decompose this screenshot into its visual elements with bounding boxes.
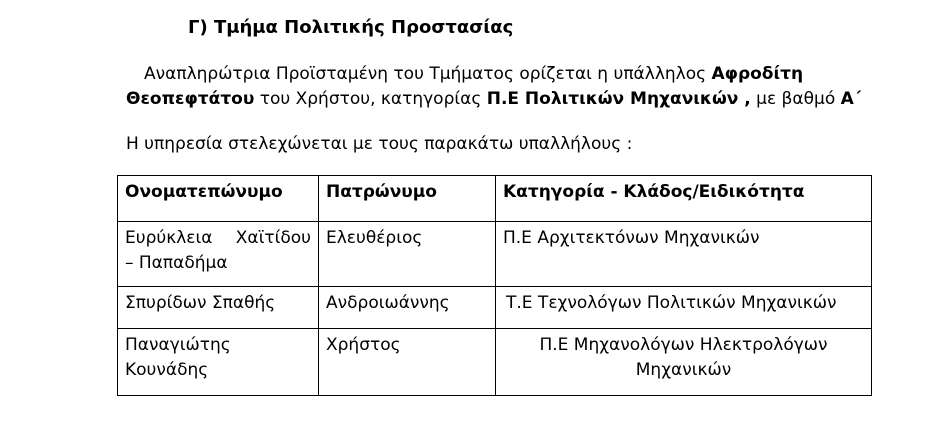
employee-first-name: Αφροδίτη <box>711 64 804 84</box>
name-line: Ευρύκλεια Χαϊτίδου <box>125 228 311 248</box>
cell-category: Τ.Ε Τεχνολόγων Πολιτικών Μηχανικών <box>496 287 872 329</box>
section-heading: Γ) Τμήμα Πολιτικής Προστασίας <box>188 17 514 38</box>
paragraph-line-2 <box>126 87 906 112</box>
cell-full-name: Σπυρίδων Σπαθής <box>118 287 319 329</box>
table-header-row <box>118 176 872 222</box>
employee-grade: Α΄ <box>840 89 862 109</box>
table-row <box>118 287 872 329</box>
cell-full-name <box>118 222 319 287</box>
header-full-name: Ονοματεπώνυμο <box>118 176 319 222</box>
cell-category <box>496 329 872 396</box>
cell-patronymic: Ελευθέριος <box>319 222 496 287</box>
header-category: Κατηγορία - Κλάδος/Ειδικότητα <box>496 176 872 222</box>
paragraph-text: του Χρήστου, κατηγορίας <box>254 89 487 109</box>
staff-intro: Η υπηρεσία στελεχώνεται με τους παρακάτω υπαλλήλους : <box>126 134 633 154</box>
employee-category: Π.Ε Πολιτικών Μηχανικών , <box>486 89 751 109</box>
paragraph-text: Αναπληρώτρια Προϊσταμένη του Τμήματος ορίζεται η υπάλληλος <box>144 64 712 84</box>
cell-patronymic: Χρήστος <box>319 329 496 396</box>
paragraph-line-1 <box>126 62 906 87</box>
header-patronymic: Πατρώνυμο <box>319 176 496 222</box>
employee-surname: Θεοπεφτάτου <box>126 89 255 109</box>
table-row <box>118 222 872 287</box>
cell-patronymic: Ανδροιωάννης <box>319 287 496 329</box>
name-line: Κουνάδης <box>125 360 209 380</box>
category-line: Π.Ε Μηχανολόγων Ηλεκτρολόγων <box>539 335 828 355</box>
table-row <box>118 329 872 396</box>
category-line: Μηχανικών <box>635 360 732 380</box>
paragraph-text: με βαθμό <box>750 89 841 109</box>
staff-table <box>117 175 872 396</box>
cell-category: Π.Ε Αρχιτεκτόνων Μηχανικών <box>496 222 872 287</box>
deputy-head-paragraph <box>126 62 906 112</box>
name-line: Παναγιώτης <box>125 335 231 355</box>
cell-full-name <box>118 329 319 396</box>
name-line: – Παπαδήμα <box>125 253 228 273</box>
